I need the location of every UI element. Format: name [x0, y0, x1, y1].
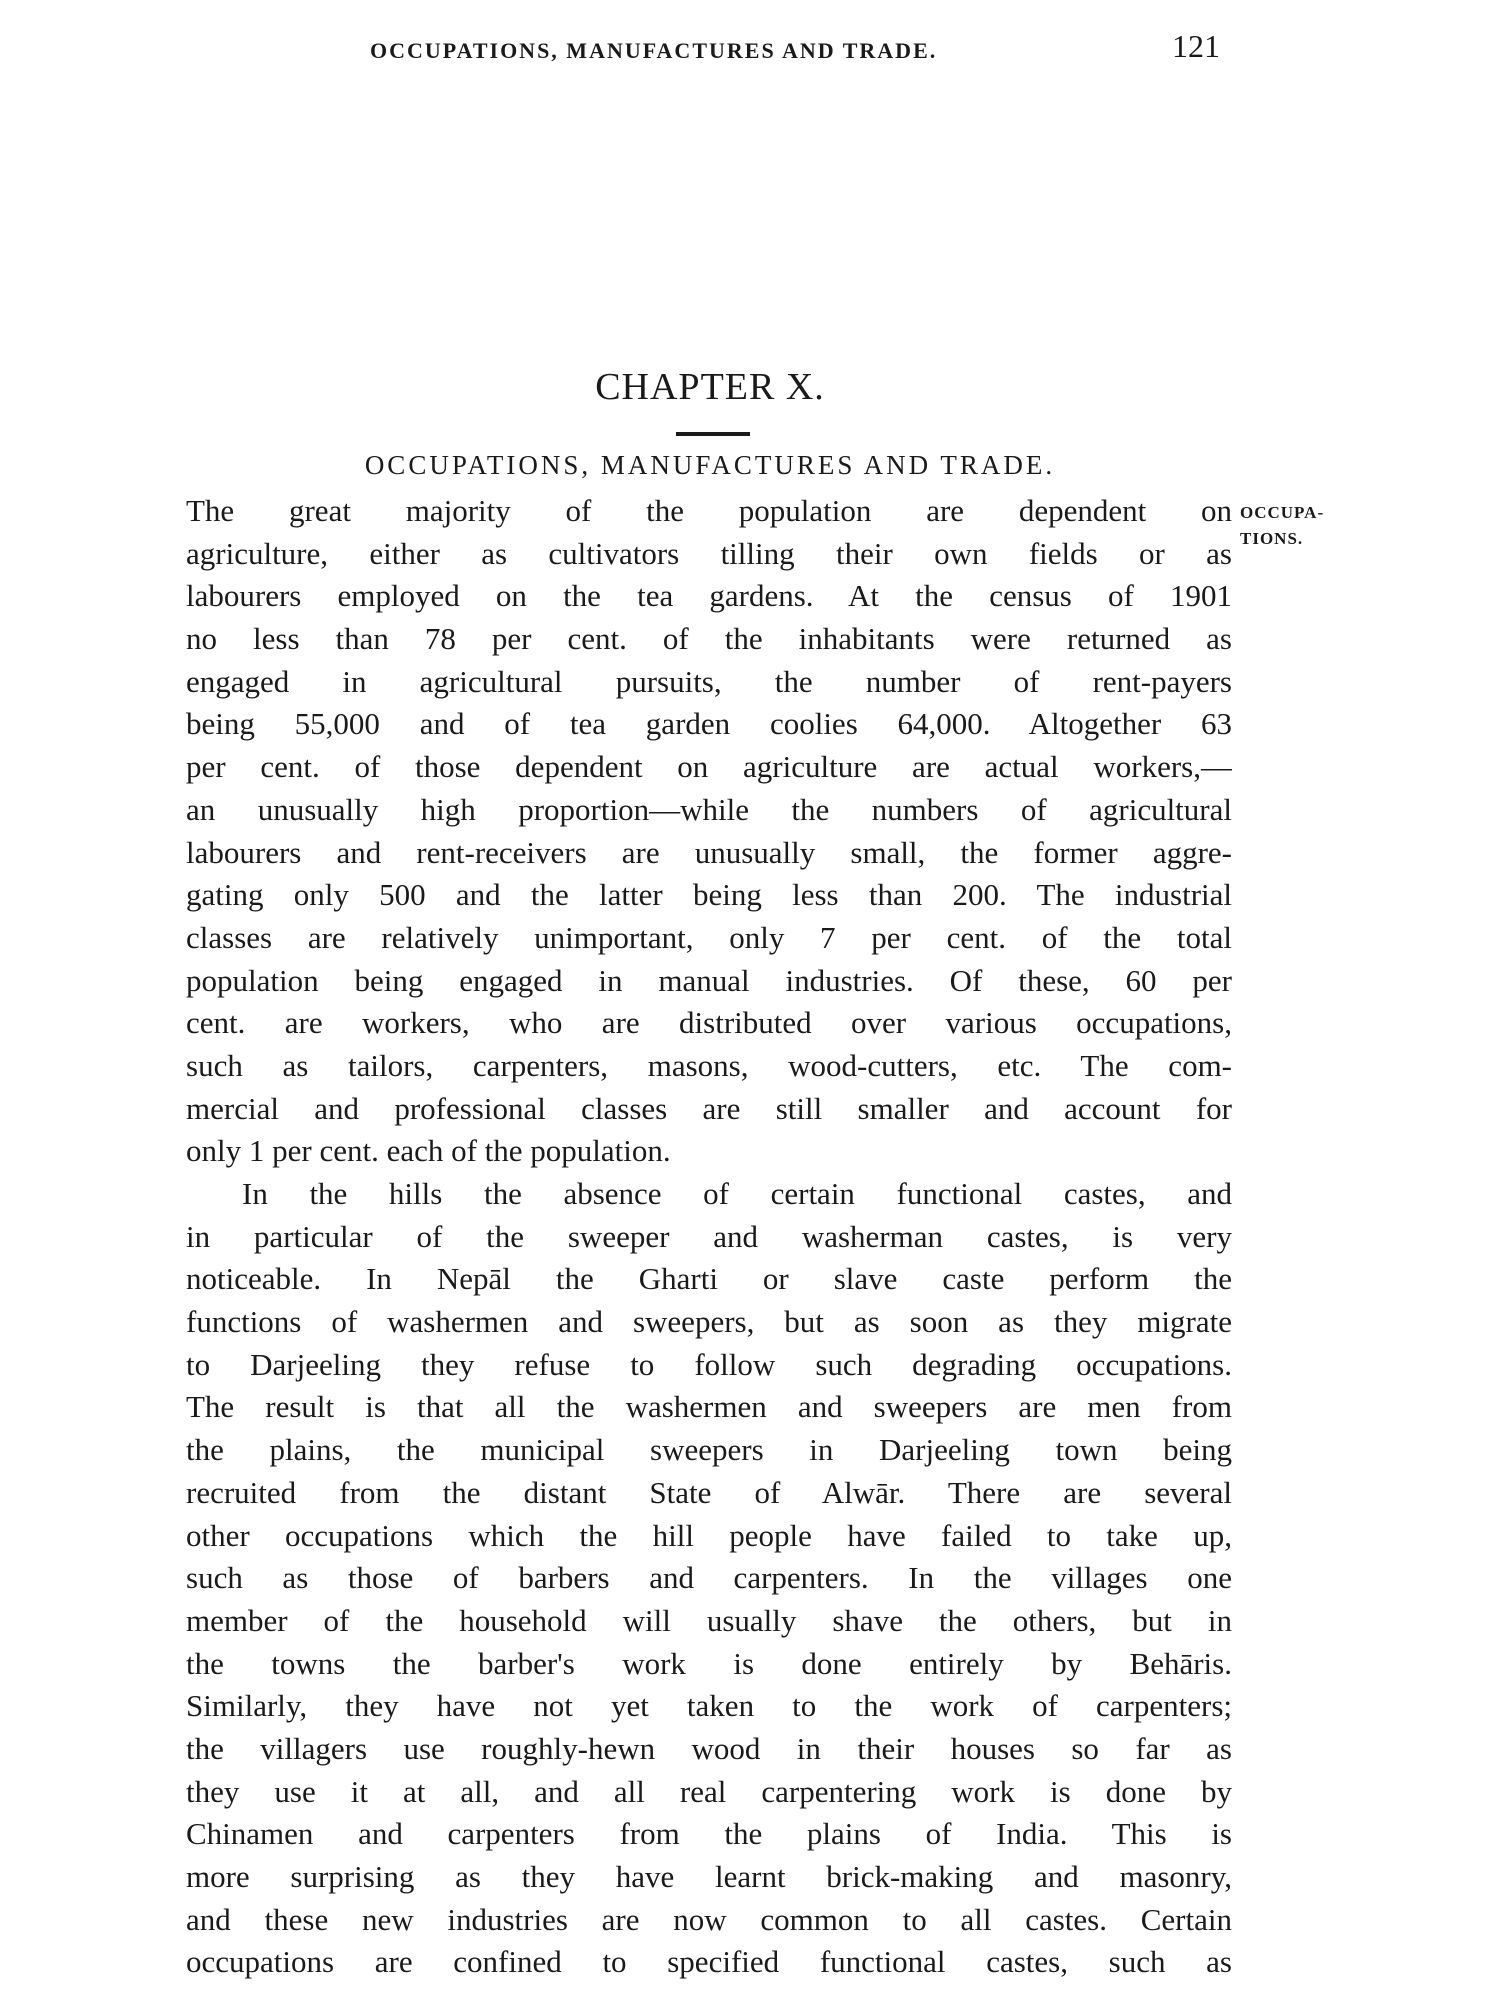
text-line: such as tailors, carpenters, masons, wood-cutters, etc. The com-: [186, 1047, 1232, 1083]
text-line: Similarly, they have not yet taken to the work of carpenters;: [186, 1688, 1232, 1724]
text-line: The result is that all the washermen and sweepers are men from: [186, 1389, 1232, 1425]
text-line: being 55,000 and of tea garden coolies 64,000. Altogether 63: [186, 706, 1232, 742]
text-line: noticeable. In Nepāl the Gharti or slave caste perform the: [186, 1261, 1232, 1297]
text-line: the villagers use roughly-hewn wood in their houses so far as: [186, 1730, 1232, 1766]
text-line: the plains, the municipal sweepers in Darjeeling town being: [186, 1432, 1232, 1468]
text-line: and these new industries are now common to all castes. Certain: [186, 1901, 1232, 1937]
text-line: per cent. of those dependent on agriculture are actual workers,—: [186, 749, 1232, 785]
text-line: recruited from the distant State of Alwār. There are several: [186, 1474, 1232, 1510]
text-line: classes are relatively unimportant, only 7 per cent. of the total: [186, 919, 1232, 955]
text-line: in particular of the sweeper and washerman castes, is very: [186, 1218, 1232, 1254]
text-line: population being engaged in manual industries. Of these, 60 per: [186, 962, 1232, 998]
text-line: The great majority of the population are dependent on: [186, 493, 1232, 528]
text-line: Chinamen and carpenters from the plains of India. This is: [186, 1816, 1232, 1852]
text-line: labourers employed on the tea gardens. At the census of 1901: [186, 578, 1232, 614]
text-line: other occupations which the hill people have failed to take up,: [186, 1517, 1232, 1553]
page-number: 121: [1172, 28, 1220, 64]
chapter-title: CHAPTER X.: [595, 366, 825, 408]
body-text: [186, 490, 1232, 1984]
chapter-divider-rule: [676, 432, 750, 436]
text-line: functions of washermen and sweepers, but as soon as they migrate: [186, 1304, 1232, 1340]
margin-note: OCCUPA- TIONS.: [1240, 503, 1325, 548]
text-line: cent. are workers, who are distributed over various occupations,: [186, 1005, 1232, 1041]
text-line: In the hills the absence of certain functional castes, and: [242, 1176, 1232, 1211]
chapter-subtitle: OCCUPATIONS, MANUFACTURES AND TRADE.: [364, 450, 1056, 480]
text-line: such as those of barbers and carpenters. In the villages one: [186, 1560, 1232, 1596]
text-line: member of the household will usually shave the others, but in: [186, 1602, 1232, 1638]
text-line: labourers and rent-receivers are unusually small, the former aggre-: [186, 834, 1232, 870]
running-head-title: OCCUPATIONS, MANUFACTURES AND TRADE.: [370, 38, 938, 63]
text-line: engaged in agricultural pursuits, the number of rent-payers: [186, 663, 1232, 699]
text-line: mercial and professional classes are still smaller and account for: [186, 1090, 1232, 1126]
text-line: occupations are confined to specified functional castes, such as: [186, 1944, 1232, 1980]
text-line: gating only 500 and the latter being less than 200. The industrial: [186, 877, 1232, 913]
text-line: agriculture, either as cultivators tilling their own fields or as: [186, 535, 1232, 571]
text-line: the towns the barber's work is done entirely by Behāris.: [186, 1645, 1232, 1681]
text-line: to Darjeeling they refuse to follow such degrading occupations.: [186, 1346, 1232, 1382]
text-line: an unusually high proportion—while the numbers of agricultural: [186, 791, 1232, 827]
text-line: only 1 per cent. each of the population.: [186, 1133, 671, 1169]
text-line: no less than 78 per cent. of the inhabitants were returned as: [186, 621, 1232, 657]
text-line: they use it at all, and all real carpentering work is done by: [186, 1773, 1232, 1809]
text-line: more surprising as they have learnt brick-making and masonry,: [186, 1859, 1232, 1894]
